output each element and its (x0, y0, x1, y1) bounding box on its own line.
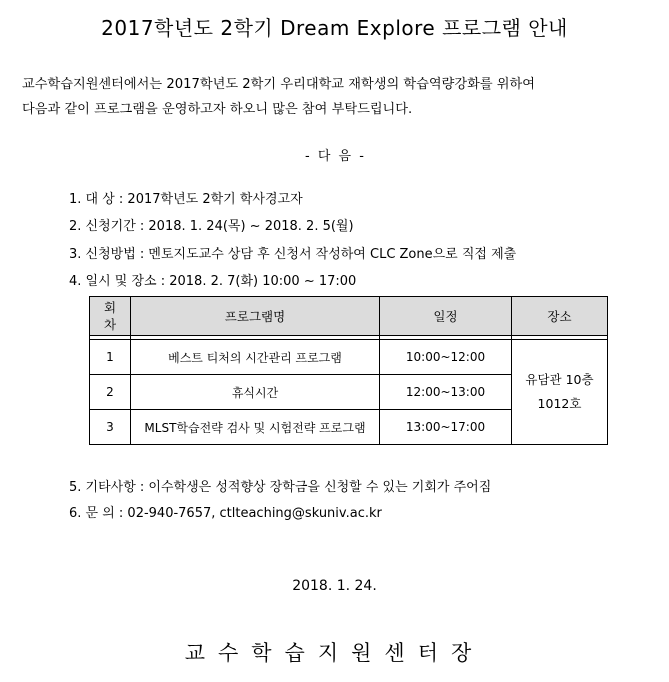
header-round (90, 297, 131, 336)
header-place: 장소 (512, 297, 608, 336)
intro-line-2: 다음과 같이 프로그램을 운영하고자 하오니 많은 참여 부탁드립니다. (22, 102, 413, 117)
place-building: 유담관 10층 (525, 372, 594, 387)
document-date: 2018. 1. 24. (292, 578, 377, 594)
row-program: 휴식시간 (131, 375, 380, 410)
header-schedule: 일정 (380, 297, 512, 336)
table-header-row (90, 297, 608, 336)
header-round-char-2: 차 (103, 317, 117, 332)
row-program: 베스트 티처의 시간관리 프로그램 (131, 340, 380, 375)
item-application-period: 2. 신청기간 : 2018. 1. 24(목) ~ 2018. 2. 5(월) (69, 219, 354, 234)
row-program: MLST학습전략 검사 및 시험전략 프로그램 (131, 410, 380, 445)
header-round-char-1: 회 (103, 300, 117, 315)
table-row (90, 340, 608, 375)
program-schedule-table (89, 296, 608, 445)
item-contact: 6. 문 의 : 02-940-7657, ctlteaching@skuniv.ac.kr (69, 506, 382, 521)
row-time: 12:00~13:00 (380, 375, 512, 410)
intro-line-1: 교수학습지원센터에서는 2017학년도 2학기 우리대학교 재학생의 학습역량강화를 위하여 (22, 77, 535, 92)
section-marker: - 다 음 - (305, 149, 364, 164)
item-target: 1. 대 상 : 2017학년도 2학기 학사경고자 (69, 192, 303, 207)
row-number: 2 (90, 375, 131, 410)
item-date-place: 4. 일시 및 장소 : 2018. 2. 7(화) 10:00 ~ 17:00 (69, 274, 357, 289)
item-application-method: 3. 신청방법 : 멘토지도교수 상담 후 신청서 작성하여 CLC Zone으로 직접 제출 (69, 247, 517, 262)
document-title: 2017학년도 2학기 Dream Explore 프로그램 안내 (101, 16, 568, 40)
header-program: 프로그램명 (131, 297, 380, 336)
row-number: 3 (90, 410, 131, 445)
place-cell (512, 340, 608, 445)
place-room: 1012호 (537, 396, 582, 411)
item-other-notes: 5. 기타사항 : 이수학생은 성적향상 장학금을 신청할 수 있는 기회가 주어짐 (69, 480, 492, 495)
row-number: 1 (90, 340, 131, 375)
row-time: 13:00~17:00 (380, 410, 512, 445)
signature: 교수학습지원센터장 (184, 641, 485, 665)
row-time: 10:00~12:00 (380, 340, 512, 375)
